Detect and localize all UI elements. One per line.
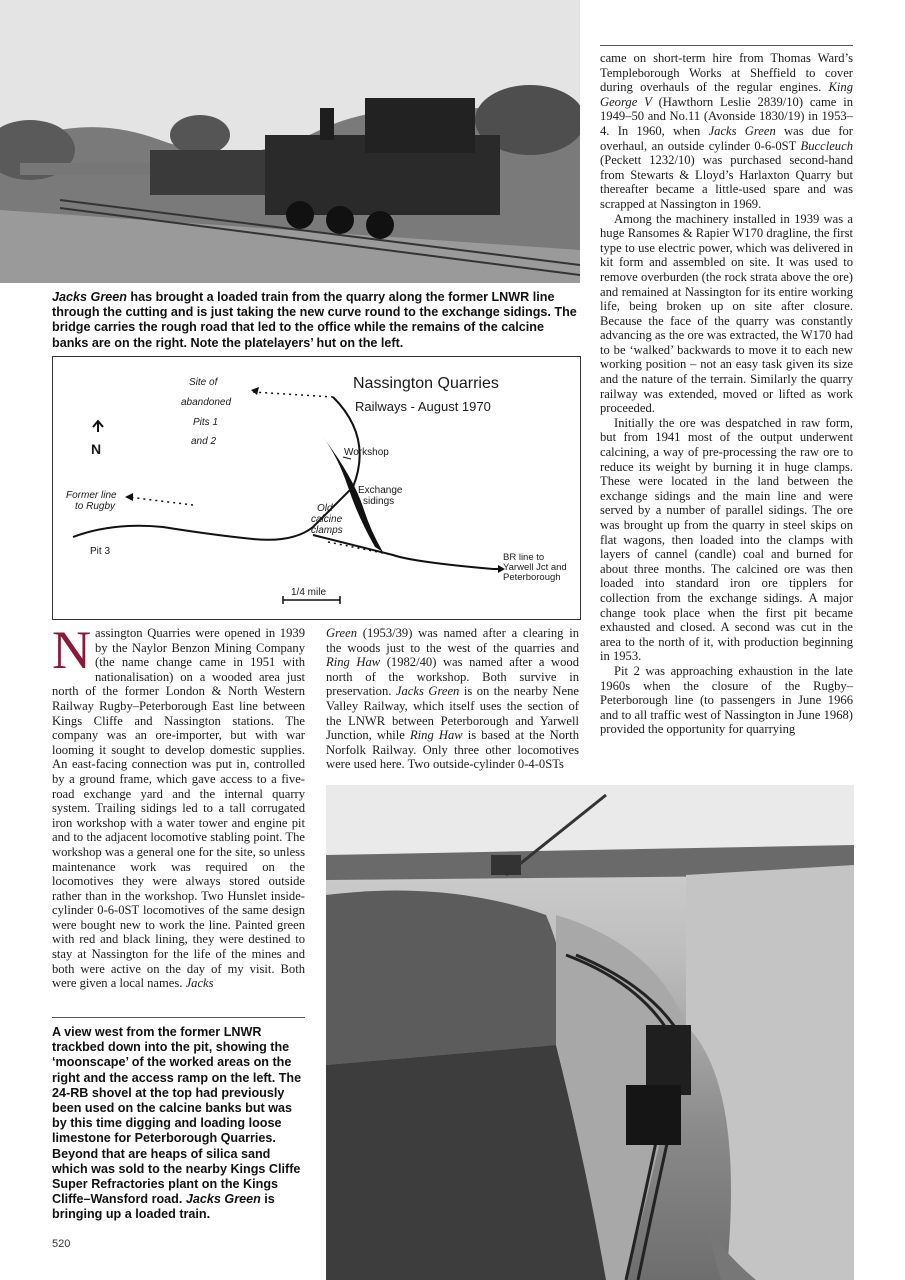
col3-para-dragline: Among the machinery installed in 1939 was a huge Ransomes & Rapier W170 dragline, the first type to use electric power, which was delivered in kit form and assembled on site. It was used to remove overburden (the rock strata above the ore) and remained at Nassington for its entire working life, being broken up on site after closure. Because the face of the quarry was constantly advancing as the ore was extracted, the W170 had to be ‘walked’ backwards to move it to each new working position – not an easy task given its size and the nature of the terrain. Similarly the quarry railway was extended, moved or lifted as work proceeded. xyxy=(600,211,853,416)
map-former-line xyxy=(128,497,193,505)
article-column-2: Green (1953/39) was named after a clearing in the woods just to the west of the quarries and Ring Haw (1982/40) was named after a wood north of the workshop. Both survive in preservation. Jacks Green is on the nearby Nene Valley Railway, which itself uses the section of the LNWR between Peterborough and Yarwell Junction, while Ring Haw is based at the North Norfolk Railway. Only three other locomotives were used here. Two outside-cylinder 0-4-0STs xyxy=(326,626,580,772)
map-label-exchange: Exchange xyxy=(358,485,403,496)
map-label-former: Former line xyxy=(66,490,117,501)
map-label-workshop: Workshop xyxy=(344,447,389,458)
col3-para-calcining: Initially the ore was despatched in raw form, but from 1941 most of the output underwent calcining, a way of pre-processing the raw ore to reduce its weight by burning it in huge clamps. These were located in the land between the exchange sidings and the main line and were served by a number of parallel sidings. The ore was brought up from the quarry in steel skips on flat wagons, then loaded into the clamps with layers of cannel (candle) coal and burned for about three months. The calcined ore was then loaded into standard iron ore tipplers for collection from the exchange sidings. A major change took place when the first pit became exhausted and closed. A second was cut in the area to the north of it, with production beginning in 1953. xyxy=(600,415,853,664)
map-label-pit3: Pit 3 xyxy=(90,546,111,557)
railway-map xyxy=(52,356,581,620)
map-scale-label: 1/4 mile xyxy=(291,587,327,598)
map-label-pits: Pits 1 xyxy=(193,417,219,428)
caption-text: has brought a loaded train from the quarry along the former LNWR line through the cutting and is just taking the new curve round to the exchange sidings. The bridge carries the rough road that led to the office while the remains of the calcine banks are on the right. Note the platelayers’ hut on the left. xyxy=(52,290,577,350)
map-label-and2: and 2 xyxy=(191,436,217,447)
bottom-photo-illustration xyxy=(326,785,854,1280)
map-label-site: Site of xyxy=(189,377,218,388)
map-label-abandoned: abandoned xyxy=(181,397,232,408)
map-subtitle: Railways - August 1970 xyxy=(355,399,491,414)
top-photo-caption xyxy=(52,290,580,351)
map-track-br xyxy=(313,535,493,569)
drop-cap: N xyxy=(52,620,91,680)
map-title: Nassington Quarries xyxy=(353,375,499,392)
map-label-sidings: sidings xyxy=(363,496,395,507)
map-abandoned-line xyxy=(253,392,333,397)
top-photo-illustration xyxy=(0,0,580,283)
column-3-top-rule xyxy=(600,45,853,46)
article-column-1: Nassington Quarries were opened in 1939 by the Naylor Benzon Mining Company (the name change came in 1951 with nationalisation) on a wooded area just north of the former London & North Western Railway Rugby–Peterborough East line between Kings Cliffe and Nassington stations. The company was an ore-importer, but with war looming it sought to develop domestic supplies. An east-facing connection was put in, controlled by a ground frame, which gave access to a five-road exchange yard and the internal quarry system. Trailing sidings led to a tall corrugated iron workshop with a water tower and engine pit and to the adjacent locomotive stabling point. The workshop was a general one for the site, so unless maintenance work was required on the locomotives they were always stored outside rather than in the workshop. Two Hunslet inside-cylinder 0-6-0ST locomotives of the same design were bought new to work the line. Painted green with red and black lining, they were destined to stay at Nassington for the life of the mines and both were active on the day of my visit. Both were given a local names. Jacks xyxy=(52,620,305,991)
caption-divider xyxy=(52,1017,305,1018)
article-column-3: came on short-term hire from Thomas Ward’s Templeborough Works at Sheffield to cover during overhauls of the regular engines. King George V (Hawthorn Leslie 2839/10) came in 1949–50 and No.11 (Avonside 1830/19) in 1953–4. In 1960, when Jacks Green was due for overhaul, an outside cylinder 0-6-0ST Buccleuch (Peckett 1232/10) was purchased second-hand from Stewarts & Lloyd’s Harlaxton Quarry but thereafter became a little-used spare and was scrapped at Nassington in 1969. Among the machinery installed in 1939 was a huge Ransomes & Rapier W170 dragline, the first type to use electric power, which was delivered in kit form and assembled on site. It was used to remove overburden (the rock strata above the ore) and remained at Nassington for its entire working life, being broken up on site after closure. Because the face of the quarry was constantly advancing as the ore was extracted, the W170 had to be ‘walked’ backwards to move it to each new working position – not an easy task given its size and the nature of the terrain. Similarly the quarry railway was extended, moved or lifted as work proceeded. Initially the ore was despatched in raw form, but from 1941 most of the output underwent calcining, a way of pre-processing the raw ore to reduce its weight by burning it in huge clamps. These were located in the land between the exchange sidings and the main line and were served by a number of parallel sidings. The ore was brought up from the quarry in steel skips on flat wagons, then loaded into the clamps with layers of cannel (candle) coal and burned for about three months. The calcined ore was then loaded into standard iron ore tipplers for collection from the exchange sidings. A major change took place when the first pit became exhausted and closed. A second was cut in the area to the north of it, with production beginning in 1953. Pit 2 was approaching exhaustion in the late 1960s when the closure of the Rugby–Peterborough line (to passengers in June 1966 and to all traffic west of Nassington in June 1968) provided the opportunity for quarrying xyxy=(600,51,854,737)
map-drawing xyxy=(53,357,580,619)
map-label-rugby: to Rugby xyxy=(75,501,116,512)
map-label-calcine: calcine xyxy=(311,514,343,525)
map-label-clamps: clamps xyxy=(311,525,343,536)
top-photo xyxy=(0,0,580,283)
north-arrow-icon xyxy=(93,421,103,432)
caption-loco-name: Jacks Green xyxy=(52,290,127,304)
col1-text: assington Quarries were opened in 1939 by the Naylor Benzon Mining Company (the name change came in 1951 with nationalisation) on a wooded area just north of the former London & North Western Railway Rugby–Peterborough East line between Kings Cliffe and Nassington stations. The company was an ore-importer, but with war looming it sought to develop domestic supplies. An east-facing connection was put in, controlled by a ground frame, which gave access to a five-road exchange yard and the internal quarry system. Trailing sidings led to a tall corrugated iron workshop with a water tower and engine pit and to the adjacent locomotive stabling point. The workshop was a general one for the site, so unless maintenance work was required on the locomotives they were always stored outside rather than in the workshop. Two Hunslet inside-cylinder 0-6-0ST locomotives of the same design were bought new to work the line. Painted green with red and black lining, they were destined to stay at Nassington for the life of the mines and both were active on the day of my visit. Both were given a local names. xyxy=(52,626,305,991)
map-north-label: N xyxy=(91,441,102,457)
col3-para-pit2: Pit 2 was approaching exhaustion in the late 1960s when the closure of the Rugby–Peterborough line (to passengers in June 1966 and to all traffic west of Nassington in June 1968) provided the opportunity for quarrying xyxy=(600,663,853,737)
bottom-photo xyxy=(326,785,854,1280)
map-label-old: Old xyxy=(317,503,333,514)
bottom-photo-caption: A view west from the former LNWR trackbed down into the pit, showing the ‘moonscape’ of the worked areas on the right and the access ramp on the left. The 24-RB shovel at the top had previously been used on the calcine banks but was by this time digging and loading loose limestone for Peterborough Quarries. Beyond that are heaps of silica sand which was sold to the nearby Kings Cliffe Super Refractories plant on the Kings Cliffe–Wansford road. Jacks Green is bringing up a loaded train. xyxy=(52,1025,302,1222)
page-number: 520 xyxy=(52,1238,71,1250)
map-label-br: BR line to Yarwell Jct and Peterborough xyxy=(503,552,567,583)
